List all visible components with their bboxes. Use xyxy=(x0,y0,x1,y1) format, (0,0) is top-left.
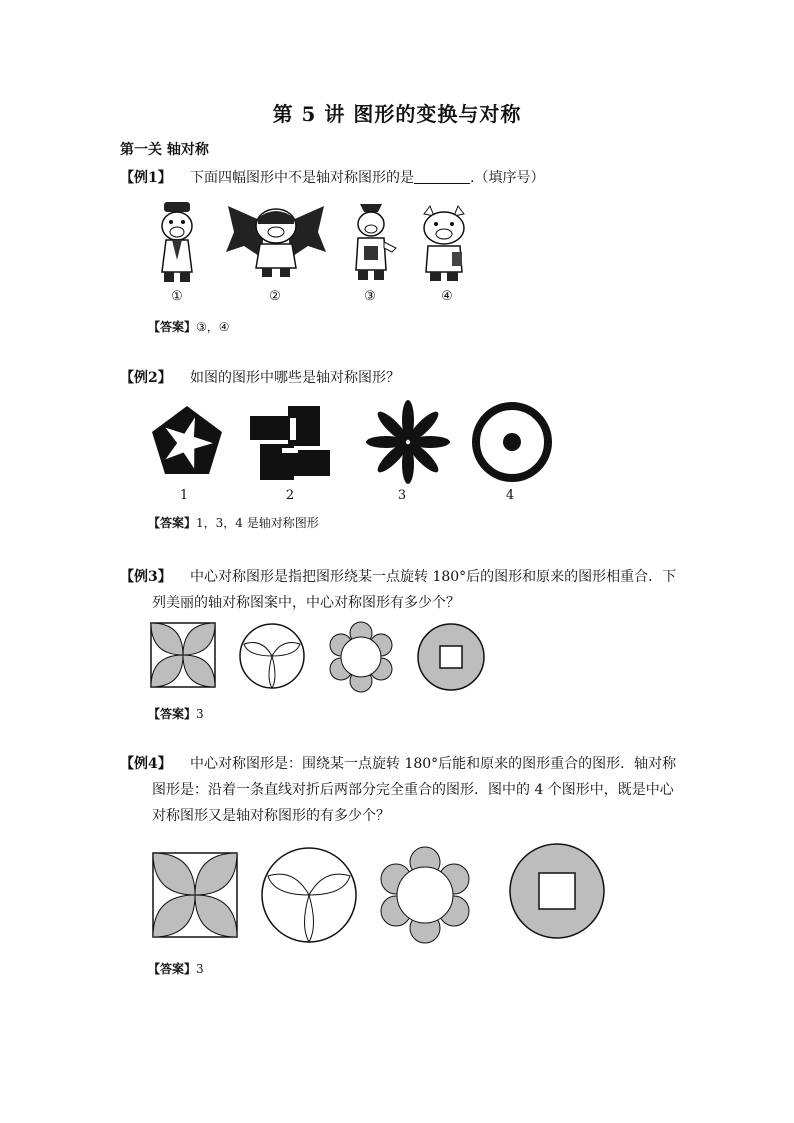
ex1-figure-label-1: ① xyxy=(171,289,183,304)
ex4-square-petals-figure xyxy=(152,852,238,938)
ex1-figure-label-4: ④ xyxy=(441,289,453,304)
ex2-petal-star-figure xyxy=(364,398,452,486)
answer-label: 【答案】 xyxy=(148,707,197,721)
ex1-figure-1 xyxy=(152,200,202,286)
answer-value: 3 xyxy=(196,962,204,976)
example-1-label: 【例1】 xyxy=(120,170,172,186)
ex3-coin-figure xyxy=(416,622,486,692)
answer-label: 【答案】 xyxy=(148,320,197,334)
question-suffix: .（填序号） xyxy=(470,170,545,186)
ex2-target-ring-figure xyxy=(470,400,554,484)
ex1-figure-label-2: ② xyxy=(269,289,281,304)
ex4-circle-three-petals-figure xyxy=(260,846,358,944)
ex2-blocks-figure xyxy=(248,404,332,482)
answer-blank xyxy=(414,169,470,184)
example-4-answer xyxy=(148,960,204,977)
example-2-label: 【例2】 xyxy=(120,370,172,386)
ex2-figure-label-1: 1 xyxy=(179,488,189,503)
ex2-figure-label-4: 4 xyxy=(505,488,515,503)
example-3-label: 【例3】 xyxy=(120,569,172,585)
answer-value: 1，3，4 是轴对称图形 xyxy=(196,516,319,530)
example-4-line-1: 中心对称图形是：围绕某一点旋转 180°后能和原来的图形重合的图形．轴对称 xyxy=(190,756,677,772)
page-title: 第 5 讲 图形的变换与对称 xyxy=(272,102,522,126)
answer-label: 【答案】 xyxy=(148,516,197,530)
ex3-circle-three-petals-figure xyxy=(238,622,306,690)
ex1-figure-2 xyxy=(224,202,328,280)
ex1-figure-3 xyxy=(344,200,398,286)
example-4-line-3: 对称图形又是轴对称图形的有多少个？ xyxy=(152,808,390,824)
ex2-figure-label-2: 2 xyxy=(285,488,295,503)
question-text: 下面四幅图形中不是轴对称图形的是 xyxy=(190,170,414,186)
ex1-figure-label-3: ③ xyxy=(364,289,376,304)
answer-value: 3 xyxy=(196,707,204,721)
answer-value: ③，④ xyxy=(196,320,230,334)
ex2-pentagon-star-figure xyxy=(148,402,226,480)
ex3-flower-figure xyxy=(326,622,396,692)
ex3-square-petals-figure xyxy=(150,622,216,688)
example-2-question: 如图的图形中哪些是轴对称图形？ xyxy=(190,370,400,386)
ex4-flower-figure xyxy=(376,846,474,944)
example-1-question xyxy=(190,164,544,192)
ex4-coin-figure xyxy=(508,842,606,940)
example-3-line-1: 中心对称图形是指把图形绕某一点旋转 180°后的图形和原来的图形相重合．下 xyxy=(190,569,677,585)
example-3-line-2: 列美丽的轴对称图案中，中心对称图形有多少个？ xyxy=(152,595,460,611)
answer-label: 【答案】 xyxy=(148,962,197,976)
example-1-answer xyxy=(148,318,230,335)
example-2-answer xyxy=(148,514,319,531)
section-heading: 第一关 轴对称 xyxy=(120,142,209,158)
ex1-figure-4 xyxy=(414,204,474,284)
example-3-answer xyxy=(148,705,204,722)
ex2-figure-label-3: 3 xyxy=(397,488,407,503)
example-4-label: 【例4】 xyxy=(120,756,172,772)
example-4-line-2: 图形是：沿着一条直线对折后两部分完全重合的图形．图中的 4 个图形中，既是中心 xyxy=(152,782,674,798)
